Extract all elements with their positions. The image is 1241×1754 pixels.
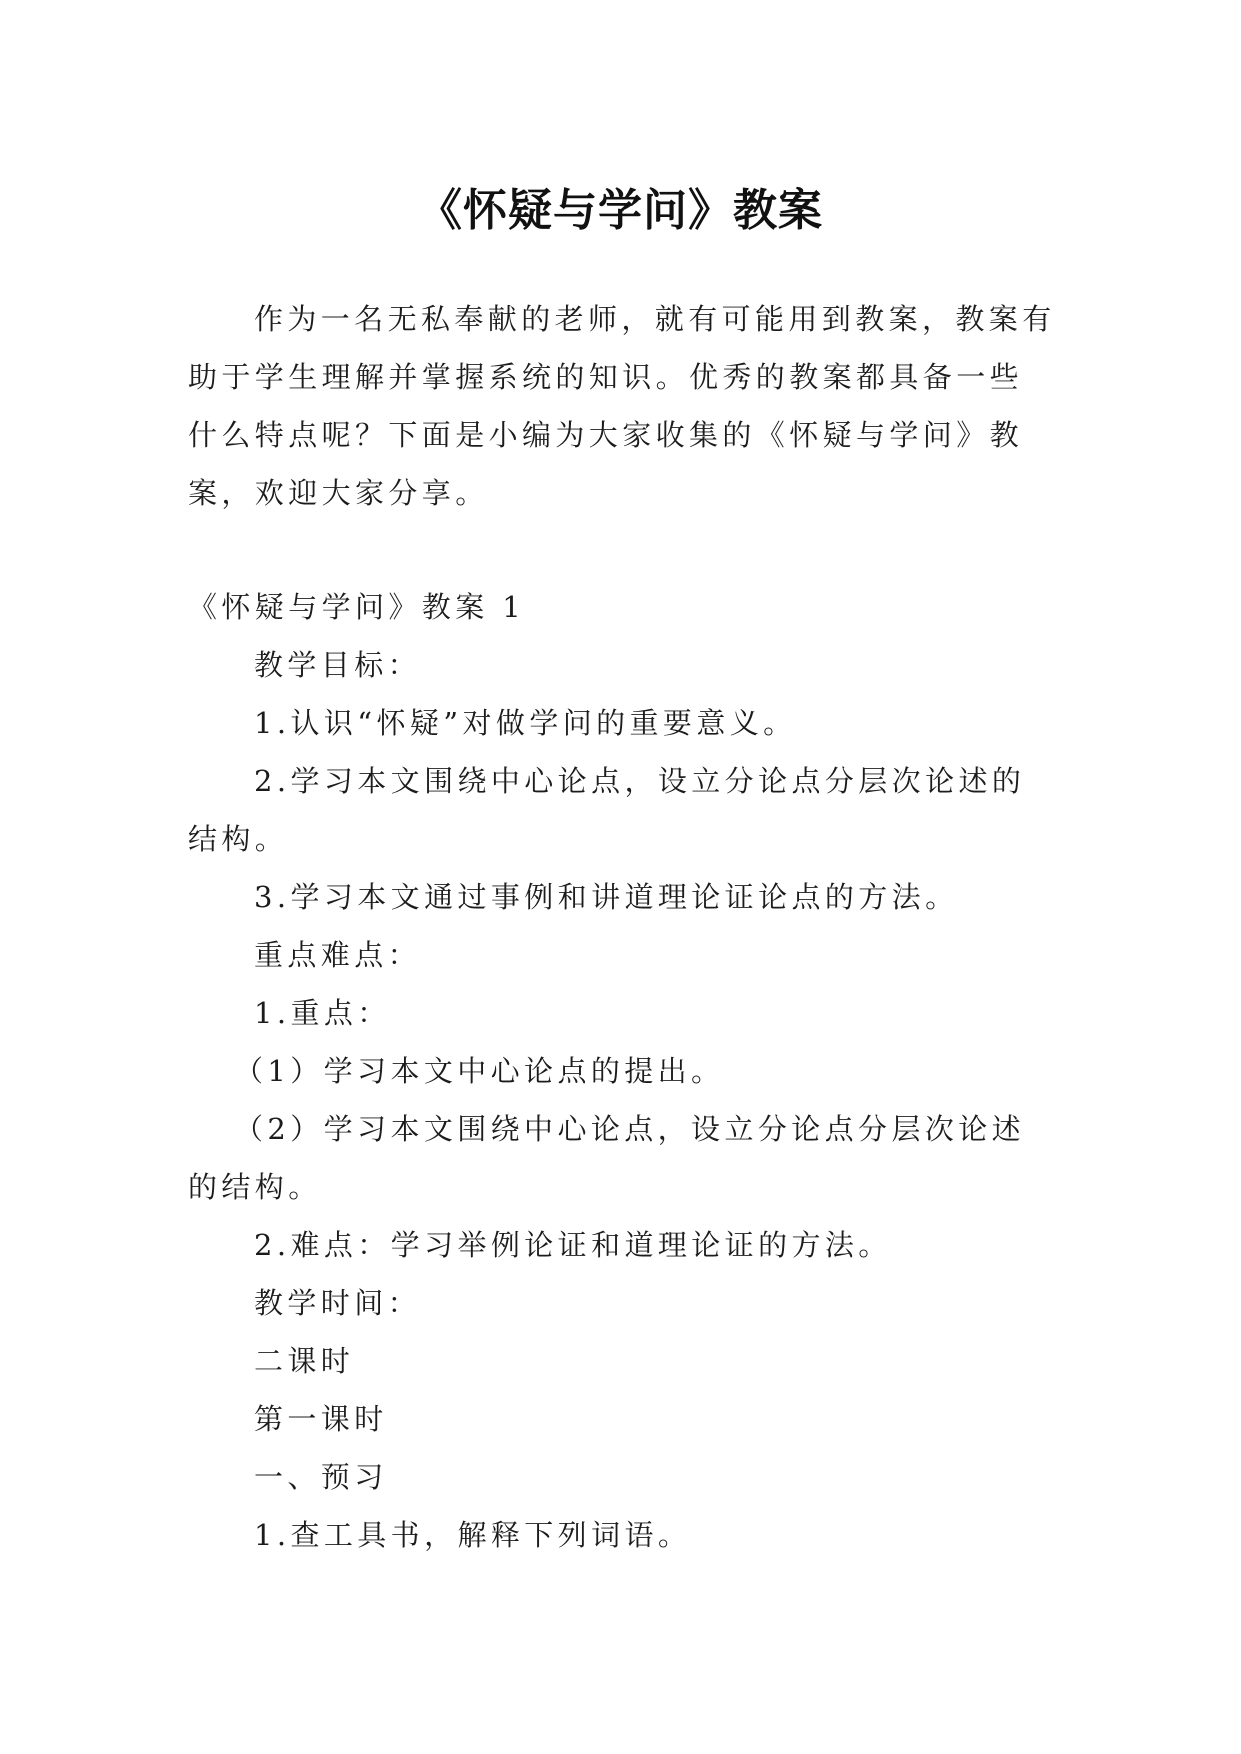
- teaching-goals-heading: 教学目标：: [254, 648, 422, 682]
- preview-heading: 一、预习: [254, 1460, 388, 1494]
- teaching-time-heading: 教学时间：: [254, 1286, 422, 1320]
- lesson-plan-content: [188, 578, 1056, 1564]
- key-point-item-2: （2）学习本文围绕中心论点，设立分论点分层次论述的结构。: [188, 1112, 1026, 1204]
- goal-item-1: 1.认识“怀疑”对做学问的重要意义。: [254, 706, 797, 740]
- goal-item-2: 2.学习本文围绕中心论点，设立分论点分层次论述的结构。: [188, 764, 1026, 856]
- teaching-time-value: 二课时: [254, 1344, 355, 1378]
- key-point-label: 1.重点：: [254, 996, 391, 1030]
- page-title: 《怀疑与学问》教案: [418, 185, 823, 237]
- key-point-item-1: （1）学习本文中心论点的提出。: [234, 1054, 725, 1088]
- lesson-one-heading: 第一课时: [254, 1402, 388, 1436]
- key-points-heading: 重点难点：: [254, 938, 422, 972]
- preview-item-1: 1.查工具书，解释下列词语。: [254, 1518, 692, 1552]
- intro-paragraph: 作为一名无私奉献的老师，就有可能用到教案，教案有助于学生理解并掌握系统的知识。优秀的教案都具备一些什么特点呢？下面是小编为大家收集的《怀疑与学问》教案，欢迎大家分享。: [188, 302, 1056, 510]
- section-heading: 《怀疑与学问》教案 1: [188, 590, 526, 624]
- goal-item-3: 3.学习本文通过事例和讲道理论证论点的方法。: [254, 880, 959, 914]
- difficulty-item: 2.难点：学习举例论证和道理论证的方法。: [254, 1228, 892, 1262]
